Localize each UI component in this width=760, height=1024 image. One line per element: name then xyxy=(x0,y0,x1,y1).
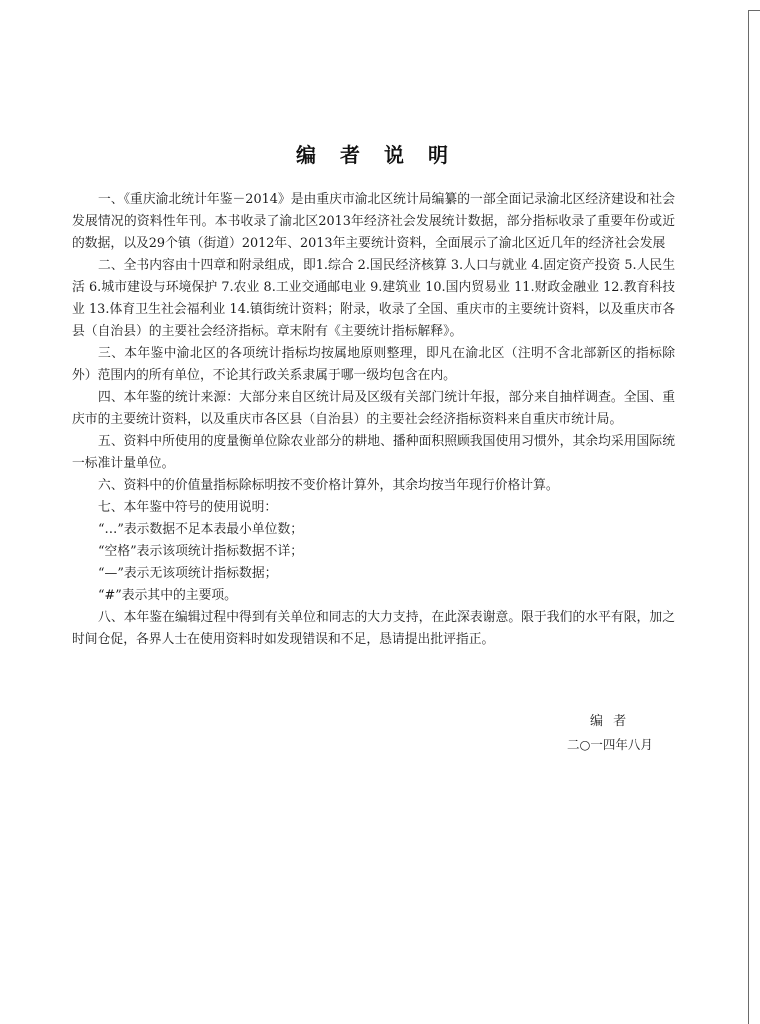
page-edge-border-vertical xyxy=(748,10,749,1024)
paragraph-line: 庆市的主要统计资料，以及重庆市各区县（自治县）的主要社会经济指标资料来自重庆市统计局。 xyxy=(72,412,623,427)
paragraph-3 xyxy=(72,343,675,387)
paragraph-5 xyxy=(72,431,675,475)
paragraph-4 xyxy=(72,387,675,431)
paragraph-line: 时间仓促，各界人士在使用资料时如发现错误和不足，恳请提出批评指正。 xyxy=(72,632,495,647)
page-edge-border-horizontal xyxy=(748,10,760,11)
paragraph-line: 二、全书内容由十四章和附录组成，即1.综合 2.国民经济核算 3.人口与就业 4.固定资产投资 5.人民生 xyxy=(98,258,675,273)
paragraph-line: 活 6.城市建设与环境保护 7.农业 8.工业交通邮电业 9.建筑业 10.国内贸易业 11.财政金融业 12.教育科技 xyxy=(72,280,675,295)
paragraph-line: 一、《重庆渝北统计年鉴－2014》是由重庆市渝北区统计局编纂的一部全面记录渝北区经济建设和社会 xyxy=(98,192,675,207)
paragraph-7 xyxy=(72,497,675,607)
paragraph-line: 业 13.体育卫生社会福利业 14.镇街统计资料；附录，收录了全国、重庆市的主要统计资料，以及重庆市各 xyxy=(72,302,675,317)
paragraph-line: 一标准计量单位。 xyxy=(72,456,175,471)
paragraph-line: 六、资料中的价值量指标除标明按不变价格计算外，其余均按当年现行价格计算。 xyxy=(98,478,559,493)
paragraph-8 xyxy=(72,607,675,651)
paragraph-2 xyxy=(72,255,675,343)
document-body xyxy=(72,189,675,651)
signature-author: 编 者 xyxy=(590,714,630,729)
paragraph-1 xyxy=(72,189,675,255)
signature-date: 二○一四年八月 xyxy=(567,737,653,752)
paragraph-6 xyxy=(72,475,675,497)
paragraph-line: 七、本年鉴中符号的使用说明： xyxy=(98,500,278,515)
symbol-list-item: “空格”表示该项统计指标数据不详； xyxy=(98,544,304,559)
paragraph-line: 八、本年鉴在编辑过程中得到有关单位和同志的大力支持，在此深表谢意。限于我们的水平有限，加之 xyxy=(98,610,675,625)
paragraph-line: 县（自治县）的主要社会经济指标。章末附有《主要统计指标解释》。 xyxy=(72,324,463,339)
paragraph-line: 五、资料中所使用的度量衡单位除农业部分的耕地、播种面积照顾我国使用习惯外，其余均采用国际统 xyxy=(98,434,675,449)
page-title: 编者说明 xyxy=(296,143,472,167)
symbol-list-item: “—”表示无该项统计指标数据； xyxy=(98,566,278,581)
symbol-list-item: “#”表示其中的主要项。 xyxy=(98,588,237,603)
paragraph-line: 四、本年鉴的统计来源：大部分来自区统计局及区级有关部门统计年报，部分来自抽样调查。全国、重 xyxy=(98,390,675,405)
paragraph-line: 三、本年鉴中渝北区的各项统计指标均按属地原则整理，即凡在渝北区（注明不含北部新区的指标除 xyxy=(98,346,675,361)
paragraph-line: 的数据，以及29个镇（街道）2012年、2013年主要统计资料，全面展示了渝北区近几年的经济社会发展 xyxy=(72,236,666,251)
paragraph-line: 发展情况的资料性年刊。本书收录了渝北区2013年经济社会发展统计数据，部分指标收录了重要年份或近 xyxy=(72,214,675,229)
symbol-list-item: “…”表示数据不足本表最小单位数； xyxy=(98,522,304,537)
paragraph-line: 外）范围内的所有单位，不论其行政关系隶属于哪一级均包含在内。 xyxy=(72,368,456,383)
